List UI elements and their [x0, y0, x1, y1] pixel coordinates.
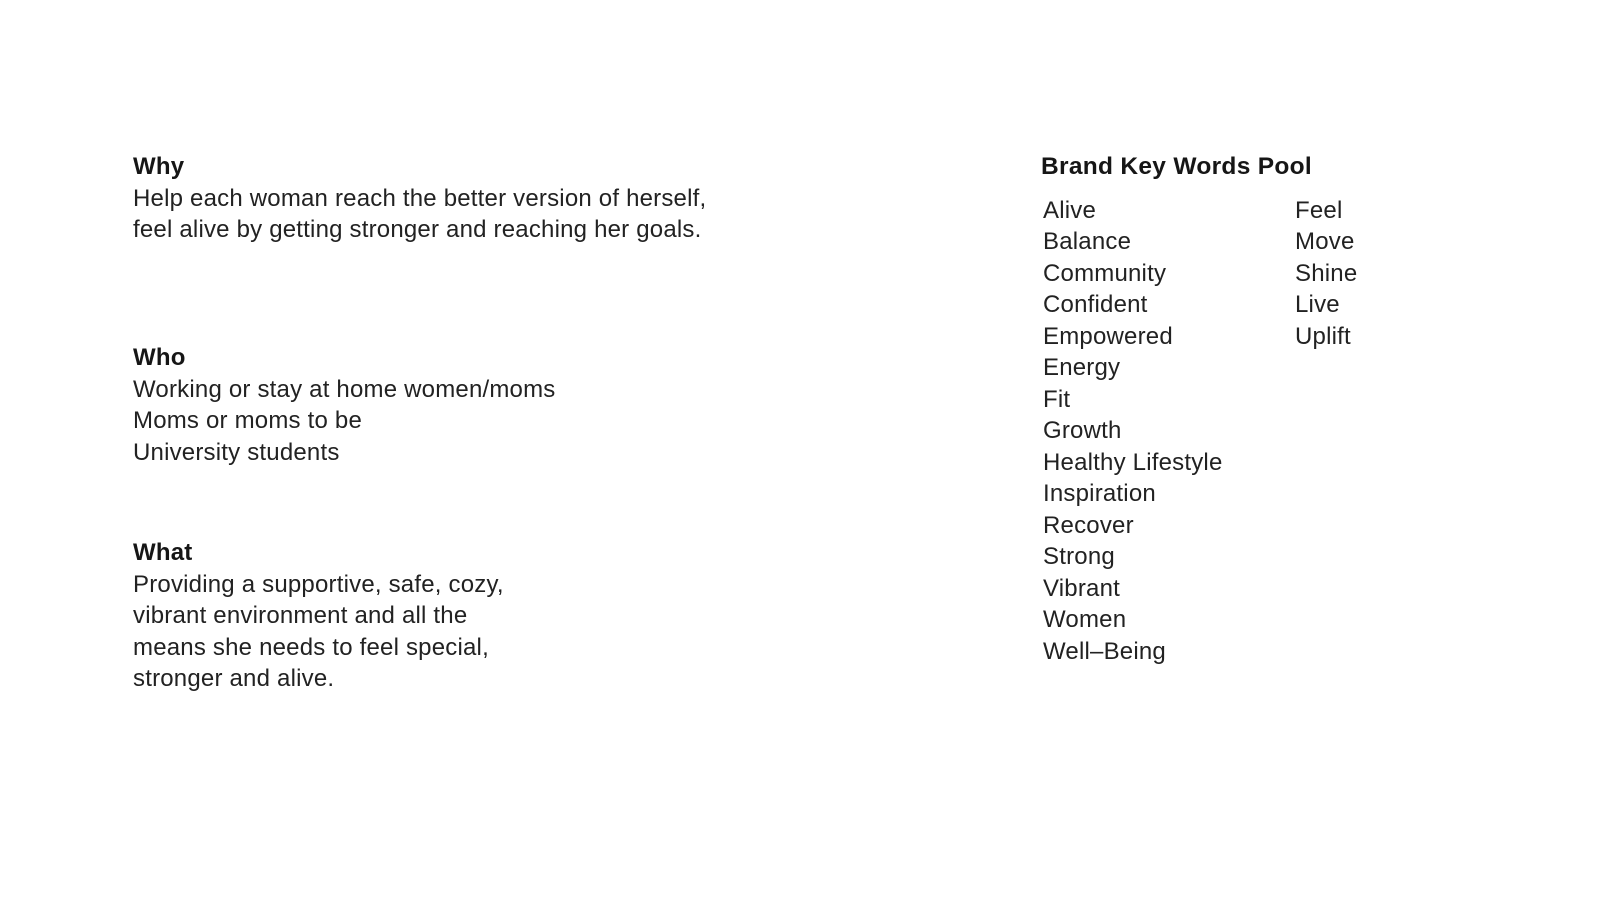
keyword-item: Alive [1043, 196, 1097, 224]
section-text-line: University students [133, 438, 340, 466]
brand-keywords-panel [1041, 151, 1501, 667]
keyword-item: Uplift [1295, 322, 1351, 350]
keyword-item: Feel [1295, 196, 1343, 224]
keyword-item: Energy [1043, 354, 1121, 381]
section-text-line: stronger and alive. [133, 665, 335, 692]
section-text-line: Providing a supportive, safe, cozy, [133, 570, 504, 598]
keyword-item: Community [1043, 259, 1167, 287]
keyword-item: Shine [1295, 259, 1358, 287]
section-text-line: Working or stay at home women/moms [133, 375, 556, 403]
section-who-heading: Who [133, 344, 186, 371]
section-why-heading: Why [133, 153, 185, 180]
keyword-item: Well–Being [1043, 637, 1166, 665]
keywords-column-1 [1041, 195, 1293, 668]
section-text-line: Moms or moms to be [133, 407, 362, 434]
keywords-columns [1041, 195, 1501, 668]
section-text-line: vibrant environment and all the [133, 602, 468, 629]
section-why-body [133, 183, 853, 246]
keywords-column-2 [1293, 195, 1357, 353]
keyword-item: Live [1295, 291, 1340, 318]
keyword-item: Healthy Lifestyle [1043, 448, 1223, 476]
section-text-line: means she needs to feel special, [133, 633, 489, 661]
section-what [133, 537, 853, 695]
keyword-item: Women [1043, 606, 1127, 633]
section-who-body [133, 374, 853, 469]
keyword-item: Confident [1043, 291, 1148, 318]
keyword-item: Empowered [1043, 322, 1173, 350]
section-what-heading: What [133, 539, 193, 566]
keywords-title: Brand Key Words Pool [1041, 153, 1313, 180]
keyword-item: Vibrant [1043, 574, 1121, 602]
section-who [133, 342, 853, 468]
section-what-body [133, 569, 853, 695]
section-text-line: Help each woman reach the better version of herself, [133, 184, 707, 212]
keyword-item: Recover [1043, 511, 1134, 539]
section-why [133, 151, 853, 246]
keyword-item: Move [1295, 228, 1355, 255]
keyword-item: Growth [1043, 417, 1122, 444]
keyword-item: Fit [1043, 385, 1071, 413]
keyword-item: Strong [1043, 543, 1115, 570]
keyword-item: Inspiration [1043, 480, 1156, 507]
keyword-item: Balance [1043, 228, 1132, 255]
section-text-line: feel alive by getting stronger and reaching her goals. [133, 216, 702, 243]
